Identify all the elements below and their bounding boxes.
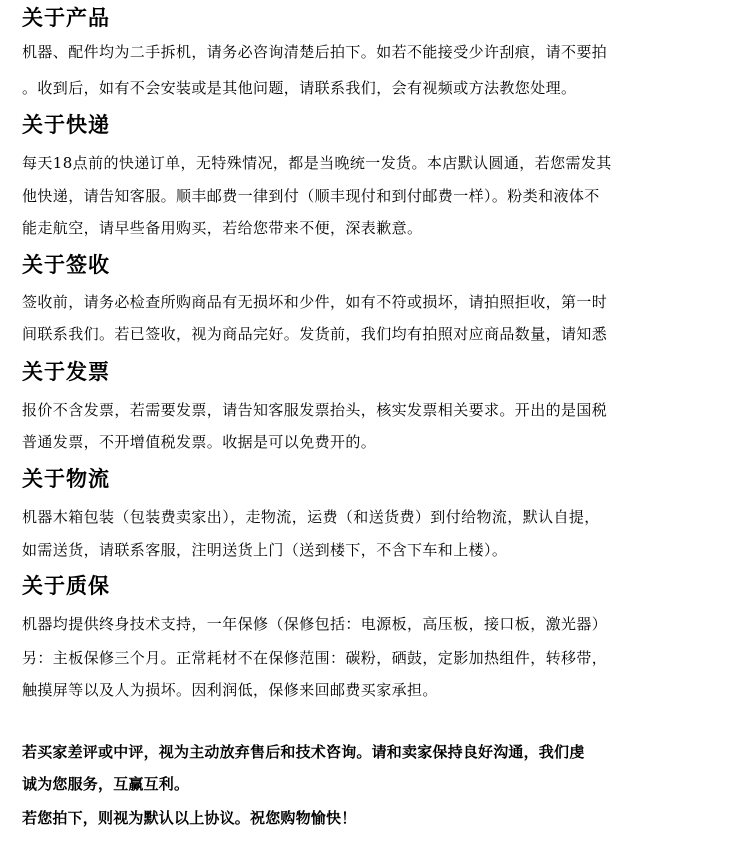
section-text-line: 能走航空，请早些备用购买，若给您带来不便，深表歉意。 — [22, 219, 423, 237]
footer-notice-line: 若您拍下，则视为默认以上协议。祝您购物愉快！ — [22, 809, 357, 827]
section-text-line: 机器、配件均为二手拆机，请务必咨询清楚后拍下。如若不能接受少许刮痕，请不要拍 — [22, 43, 608, 61]
section-heading-logistics: 关于物流 — [22, 466, 110, 491]
footer-notice-line: 诚为您服务，互赢互利。 — [22, 775, 190, 793]
section-heading-express: 关于快递 — [22, 112, 110, 137]
section-text-line: 普通发票，不开增值税发票。收据是可以免费开的。 — [22, 433, 377, 451]
section-text-line: 他快递，请告知客服。顺丰邮费一律到付（顺丰现付和到付邮费一样）。粉类和液体不 — [22, 187, 600, 205]
section-text-line: 签收前，请务必检查所购商品有无损坏和少件，如有不符或损坏，请拍照拒收，第一时 — [22, 293, 608, 311]
section-text-line: 如需送货，请联系客服，注明送货上门（送到楼下，不含下车和上楼）。 — [22, 541, 508, 559]
section-text-line: 触摸屏等以及人为损坏。因利润低，保修来回邮费买家承担。 — [22, 681, 438, 699]
section-heading-product: 关于产品 — [22, 5, 110, 30]
section-heading-receipt: 关于签收 — [22, 252, 110, 277]
section-heading-warranty: 关于质保 — [22, 573, 110, 598]
section-text-line: 机器木箱包装（包装费卖家出），走物流，运费（和送货费）到付给物流，默认自提， — [22, 508, 600, 526]
section-text-line: 。收到后，如有不会安装或是其他问题，请联系我们，会有视频或方法教您处理。 — [22, 79, 577, 97]
section-text-line: 机器均提供终身技术支持，一年保修（保修包括：电源板，高压板，接口板，激光器） — [22, 615, 608, 633]
section-text-line: 报价不含发票，若需要发票，请告知客服发票抬头，核实发票相关要求。开出的是国税 — [22, 401, 608, 419]
footer-notice-line: 若买家差评或中评，视为主动放弃售后和技术咨询。请和卖家保持良好沟通，我们虔 — [22, 743, 585, 761]
section-text-line: 另：主板保修三个月。正常耗材不在保修范围：碳粉，硒鼓，定影加热组件，转移带， — [22, 649, 608, 667]
section-heading-invoice: 关于发票 — [22, 359, 110, 384]
section-text-line: 每天18点前的快递订单，无特殊情况，都是当晚统一发货。本店默认圆通，若您需发其 — [22, 154, 612, 172]
section-text-line: 间联系我们。若已签收，视为商品完好。发货前，我们均有拍照对应商品数量，请知悉 — [22, 325, 608, 343]
